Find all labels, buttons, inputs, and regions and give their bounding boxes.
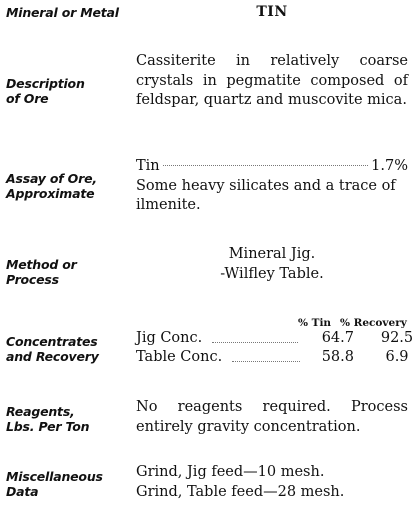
conc-recovery: 6.9	[385, 349, 409, 365]
description-text: Cassiterite in relatively coarse crystals in pegmatite composed of feldspar, quartz and muscovite mica.	[136, 53, 408, 108]
description-label	[6, 76, 85, 106]
col-header-recovery: % Recovery	[340, 317, 407, 329]
misc-label	[6, 469, 103, 499]
description-label-line-1: Description	[6, 76, 85, 91]
assay-note: Some heavy silicates and a trace of ilmenite.	[136, 177, 396, 213]
assay-block	[136, 157, 408, 216]
reagents-text: No reagents required. Process entirely gravity concentration.	[136, 399, 408, 435]
assay-label-line-2: Approximate	[6, 186, 95, 201]
concentrates-label-line-1: Concentrates	[6, 334, 98, 349]
conc-tin: 58.8	[321, 349, 354, 365]
table-row	[136, 349, 408, 368]
reagents-label	[6, 404, 89, 434]
misc-line-1: Grind, Jig feed—10 mesh.	[136, 464, 325, 480]
assay-label	[6, 171, 97, 201]
method-block	[136, 245, 408, 284]
leader-dots	[212, 342, 298, 343]
method-line-1: Mineral Jig.	[228, 246, 316, 262]
reagents-label-line-2: Lbs. Per Ton	[6, 419, 90, 434]
misc-block	[136, 463, 408, 502]
leader-dots	[163, 165, 369, 166]
assay-tin-value: 1.7%	[371, 158, 408, 174]
conc-recovery: 92.5	[380, 330, 414, 346]
description-label-line-2: of Ore	[6, 91, 49, 106]
assay-tin-label: Tin	[136, 158, 160, 174]
misc-label-line-1: Miscellaneous	[6, 469, 103, 484]
mineral-or-metal-label: Mineral or Metal	[6, 5, 119, 20]
assay-label-line-1: Assay of Ore,	[6, 171, 97, 186]
conc-name: Jig Conc.	[136, 330, 203, 346]
col-header-tin: % Tin	[298, 317, 332, 329]
metal-title: TIN	[256, 4, 288, 20]
conc-name: Table Conc.	[136, 349, 223, 365]
misc-label-line-2: Data	[6, 484, 39, 499]
method-label-line-1: Method or	[6, 257, 77, 272]
table-row	[136, 330, 414, 349]
leader-dots	[232, 361, 300, 362]
concentrates-label	[6, 334, 99, 364]
misc-line-2: Grind, Table feed—28 mesh.	[136, 483, 345, 500]
method-label	[6, 257, 77, 287]
conc-tin: 64.7	[321, 330, 354, 346]
reagents-label-line-1: Reagents,	[6, 404, 75, 419]
assay-tin-row	[136, 157, 408, 177]
method-line-2: -Wilfley Table.	[220, 265, 324, 282]
method-label-line-2: Process	[6, 272, 59, 287]
concentrates-label-line-2: and Recovery	[6, 349, 99, 364]
